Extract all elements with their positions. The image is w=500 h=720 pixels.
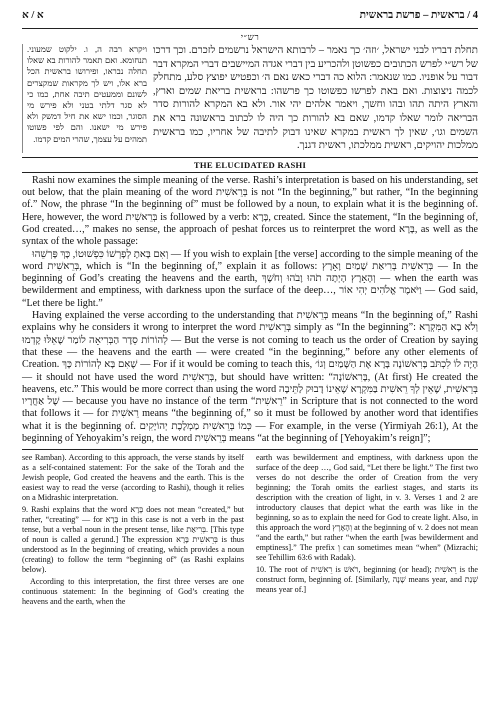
rashi-main-column: תחלת דבריו לבני ישראל, ׳וזה׳ כך נאמר – לרבותא הישראל נרשמים לזכרם. וכך דרכו של רש״י לפרש הכתובים כפשוטן ולהכריע בין דברי אגדה המיישבים דברי המקרא דבר דבור על אופניו. כמו שנאמר: הלוא כה דברי כאש נאם ה׳ וכפטיש יפוצץ סלע, מתחלק לכמה ניצוצות. ואם באת לפרשו כפשוטו כך פרשהו: בראשית בריאת שמים וארץ, והארץ היתה תהו ובהו וחשך, ויאמר אלהים יהי אור. ולא בא המקרא להורות סדר הבריאה לומר שאלו קדמו, שאם בא להורות כך היה לו לכתוב בראשונה ברא את השמים וגו׳, שאין לך ראשית במקרא שאינו דבוק לתיבה של אחריו, כמו בראשית ממלכות יהויקים, ראשית ממלכתו, ראשית דגנך. — [153, 45, 478, 152]
footnote-text: According to this interpretation, the first three verses are one continuous statement: In the beginning of God’s creating the heavens and the earth, when the — [22, 577, 244, 607]
section-title: THE ELUCIDATED RASHI — [188, 158, 312, 172]
elucidated-paragraph-2: וְאִם בָּאתָ לְפָרְשׁוֹ כִּפְשׁוּטוֹ, כָּךְ פָּרְשֵׁהוּ — If you wish to explain [the verse] according to the simple meaning of the word בְּרֵאשִׁית, which is “In the beginning of,” explain it as follows: בְּרֵאשִׁית בְּרִיאַת שָׁמַיִם וָאָרֶץ — In the beginning of God’s creating the heavens and the earth, וְהָאָרֶץ הָיְתָה תֹהוּ וָבֹהוּ וְחֹשֶׁךְ — when the earth was bewilderment and emptiness, with darkness upon the surface of the deep…, וַיֹּאמֶר אֱלֹהִים יְהִי אוֹר — God said, “Let there be light.” — [22, 248, 479, 309]
footnotes-right-column — [256, 453, 478, 609]
chapter-label: א / א — [22, 10, 44, 21]
footnote-10: 10. The root of רֵאשִׁית is רֹאשׁ, beginning (or head); רֵאשִׁית is the construct form, beginning of. [Similarly, שָׁנָה means year, and שְׁנַת means year of.] — [256, 565, 478, 595]
rashi-hebrew-block — [22, 44, 478, 153]
running-header — [22, 10, 478, 29]
page-label: 4 / בראשית – פרשת בראשית — [359, 10, 478, 21]
footnotes-left-column — [22, 453, 244, 609]
elucidated-rashi-text — [22, 175, 478, 446]
elucidated-paragraph-3: Having explained the verse according to the understanding that בְּרֵאשִׁית means “In the beginning of,” Rashi explains why he considers it wrong to interpret the word בְּרֵאשִׁית simply as “In the beginning”: וְלֹא בָא הַמִּקְרָא לְהוֹרוֹת סֵדֶר הַבְּרִיאָה לוֹמַר שֶׁאֵלּוּ קָדְמוּ — But the verse is not coming to teach us the order of Creation by saying that these — the heavens and the earth — were created “in the beginning,” before any other elements of Creation. שֶׁאִם בָּא לְהוֹרוֹת כָּךְ — For if it would be coming to teach this, הָיָה לוֹ לִכְתֹּב בָּרִאשׁוֹנָה בָּרָא אֶת הַשָּׁמַיִם וְגוֹ׳ — it should not have used the word בְּרֵאשִׁית, but should have written: “בָּרִאשׁוֹנָה, (At first) He created the heavens, etc.” This would be more correct than using the word בְּרֵאשִׁית, שֶׁאֵין לְךָ רֵאשִׁית בַּמִּקְרָא שֶׁאֵינוֹ דָבוּק לַתֵּיבָה שֶׁל אַחֲרָיו — because you have no instance of the term “רֵאשִׁית” in Scripture that is not connected to the word that follows it — for רֵאשִׁית means “the beginning of,” so it must be followed by another word that identifies what it is the beginning of. כְּמוֹ בְּרֵאשִׁית מַמְלֶכֶת יְהוֹיָקִים — For example, in the verse (Yirmiyah 26:1), At the beginning of Yehoyakim’s reign, the word בְּרֵאשִׁית means “at the beginning of [Yehoyakim’s reign]”; — [22, 310, 479, 444]
footnote-9: 9. Rashi explains that the word בָּרָא does not mean “created,” but rather, “creating” — for בָּרָא in this case is not a verb in the past tense, but a verbal noun in the present tense, like בְּרִיאַת. [This type of noun is called a gerund.] The expression בְּרֵאשִׁית בָּרָא is thus understood as In the beginning of creating, which provides a noun (creating) to follow the term “beginning of” (as Rashi explains below). — [22, 505, 245, 575]
rashi-heading: רש״י — [240, 32, 260, 42]
rashi-side-column: ויקרא רבה ה, ו. ילקוט שמעוני. תנחומא. ואם תאמר להורות בא שאלו תחלה נבראו, ופירושו בראשית הכל ברא אלו, ויש לך מקראות שמקצרים לשונם וממעטים תיבה אחת, כמו כי לא סגר דלתי בטני ולא פירש מי הסוגר, וכמו ישא את חיל דמשק ולא פירש מי ישאנו. והם לפי פשוטו תמהים על עצמך, שהרי המים קדמו. — [22, 44, 147, 153]
footnote-text: see Ramban). According to this approach, the verse stands by itself as a self-contained statement: For the sake of the Torah and the Jewish people, God created the heavens and the earth. This is the easiest way to read the verse (according to Rashi), though it relies on a Midrashic interpretation. — [22, 453, 244, 503]
footnote-text: earth was bewilderment and emptiness, with darkness upon the surface of the deep …, God said, “Let there be light.” The first two verses do not describe the order of Creation from the very beginning; the Torah omits the earliest stages, and starts its description with the creation of light, in v. 3. Verses 1 and 2 are introductory clauses that depict what the earth was like in the beginning, so as to explain the need for God to create light. Also, in this approach the word וְהָאָרֶץ at the beginning of v. 2 does not mean “and the earth,” but rather “when the earth [was bewilderment and emptiness].” The prefix וְ can sometimes mean “when” (Mizrachi; see Tehillim 63:6 with Radak). — [256, 453, 478, 563]
elucidated-paragraph-1: Rashi now examines the simple meaning of the verse. Rashi’s interpretation is based on his understanding, set out below, that the plain meaning of the word בְּרֵאשִׁית is not “In the beginning,” but rather, “In the beginning of.” Now, the phrase “In the beginning of” must be followed by a noun, to explain what it is the beginning of. Here, however, the word בְּרֵאשִׁית is followed by a verb: בָּרָא, created. Since the statement, “In the beginning of, God created…,” makes no sense, the approach of peshat forces us to reinterpret the word בָּרָא, as well as the syntax of the whole passage: — [22, 174, 478, 248]
elucidated-rashi-bar — [22, 157, 478, 173]
page — [22, 10, 478, 609]
footnotes — [22, 449, 478, 609]
